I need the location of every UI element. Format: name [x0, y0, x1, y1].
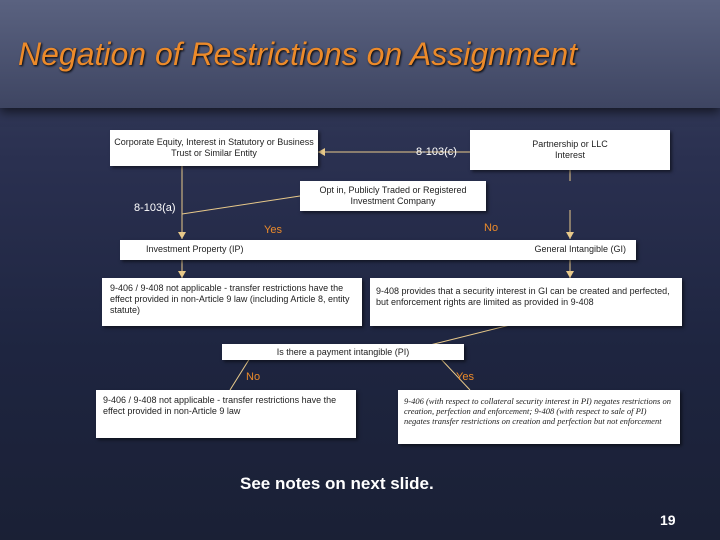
page-number: 19: [660, 512, 676, 528]
arrowhead-gi-result: [566, 271, 574, 278]
label-no-1: No: [484, 222, 499, 234]
node-partnership-text: Partnership or LLC Interest: [532, 139, 608, 160]
node-corporate-equity: [110, 130, 318, 166]
label-yes-1: Yes: [264, 224, 282, 236]
label-no-2: No: [246, 371, 261, 383]
node-ip-result: [102, 278, 362, 326]
node-ip-result-text: 9-406 / 9-408 not applicable - transfer restrictions have the effect provided in non-Article 9 law (including Article 8, entity statute): [110, 283, 350, 315]
node-general-intangible: General Intangible (GI): [534, 244, 626, 254]
label-8-103c: 8-103(c): [416, 146, 457, 158]
node-yes-result: [398, 390, 680, 444]
label-yes-2: Yes: [456, 371, 474, 383]
node-no-result-text: 9-406 / 9-408 not applicable - transfer restrictions have the effect provided in non-Article 9 law: [103, 395, 337, 416]
band-ip-gi: [120, 240, 636, 260]
slide-title: Negation of Restrictions on Assignment: [18, 36, 578, 72]
footer-note: See notes on next slide.: [240, 474, 434, 493]
node-payment-intangible: [222, 344, 464, 360]
node-opt-in-text: Opt in, Publicly Traded or Registered Investment Company: [319, 185, 467, 206]
node-partnership: [470, 130, 670, 170]
node-payment-intangible-text: Is there a payment intangible (PI): [276, 346, 410, 357]
connector-optin-to-ip: [182, 196, 300, 214]
connector-gi-to-pi: [430, 325, 510, 345]
label-8-103a: 8-103(a): [134, 202, 176, 214]
arrowhead-ip-result: [178, 271, 186, 278]
node-gi-result: [370, 278, 682, 326]
node-corporate-equity-text: Corporate Equity, Interest in Statutory or Business Trust or Similar Entity: [114, 137, 314, 158]
arrowhead-ip: [178, 232, 186, 239]
node-gi-result-text: 9-408 provides that a security interest in GI can be created and perfected, but enforcement rights are limited as provided in 9-408: [376, 286, 670, 307]
node-yes-result-text: 9-406 (with respect to collateral security interest in PI) negates restrictions on creation, perfection and enforcement; 9-408 (with respect to sale of PI) negates transfer restrictions on creation and perfection but not enforcement: [404, 396, 671, 426]
arrowhead-8103c: [318, 148, 325, 156]
arrowhead-gi: [566, 232, 574, 239]
node-opt-in: [300, 181, 486, 211]
node-no-result: [96, 390, 356, 438]
node-investment-property: Investment Property (IP): [146, 244, 244, 254]
